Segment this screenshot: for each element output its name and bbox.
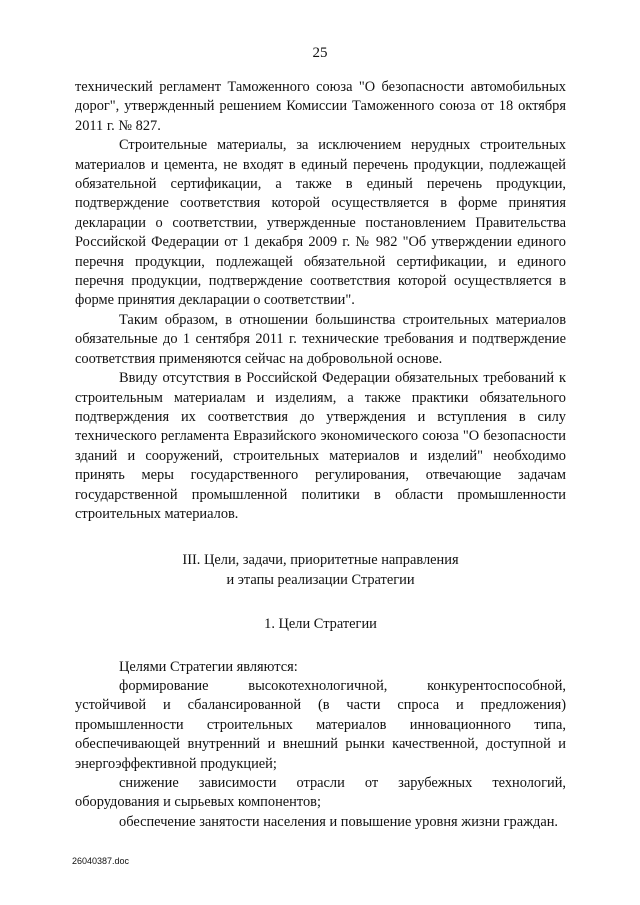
section-heading-line-2: и этапы реализации Стратегии (226, 571, 415, 588)
paragraph-building-materials: Строительные материалы, за исключением нерудных строительных материалов и цемента, не входят в единый перечень продукции, подлежащей обязательной сертификации, а также в единый перечень продукции, подтверждение соответствия которой осуществляется в форме принятия декларации о соответствии, утвержденные постановлением Правительства Российской Федерации от 1 декабря 2009 г. № 982 "Об утверждении единого перечня продукции, подлежащей обязательной сертификации, и единого перечня продукции, подтверждение соответствия которой осуществляется в форме принятия декларации о соответствии". (75, 137, 566, 309)
paragraph-regulation-measures: Ввиду отсутствия в Российской Федерации обязательных требований к строительным материалам и изделиям, а также практики обязательного подтверждения их соответствия до утверждения и вступления в силу технического регламента Евразийского экономического союза "О безопасности зданий и сооружений, строительных материалов и изделий" необходимо принять меры государственного регулирования, отвечающие задачам государственной промышленной политики в области промышленности строительных материалов. (75, 370, 566, 522)
paragraph-continuation: технический регламент Таможенного союза "О безопасности автомобильных дорог", утвержденный решением Комиссии Таможенного союза от 18 октября 2011 г. № 827. (75, 79, 566, 134)
list-item-goal-2: снижение зависимости отрасли от зарубежных технологий, оборудования и сырьевых компонентов; (75, 775, 566, 811)
page-number: 25 (312, 45, 328, 61)
paragraph-goals-intro: Целями Стратегии являются: (119, 658, 298, 675)
document-body (75, 78, 566, 832)
subsection-heading: 1. Цели Стратегии (264, 616, 377, 633)
paragraph-voluntary-basis: Таким образом, в отношении большинства строительных материалов обязательные до 1 сентября 2011 г. технические требования и подтверждение соответствия применяются сейчас на добровольной основе. (75, 311, 566, 367)
list-item-goal-3: обеспечение занятости населения и повышение уровня жизни граждан. (119, 813, 559, 830)
section-heading-line-1: III. Цели, задачи, приоритетные направления (182, 552, 459, 569)
list-item-goal-1: формирование высокотехнологичной, конкурентоспособной, устойчивой и сбалансированной (в части спроса и предложения) промышленности строительных материалов инновационного типа, обеспечивающей внутренний и внешний рынки качественной, доступной и энергоэффективной продукцией; (75, 677, 566, 772)
footer-filename: 26040387.doc (72, 856, 130, 866)
section-heading (75, 551, 566, 590)
